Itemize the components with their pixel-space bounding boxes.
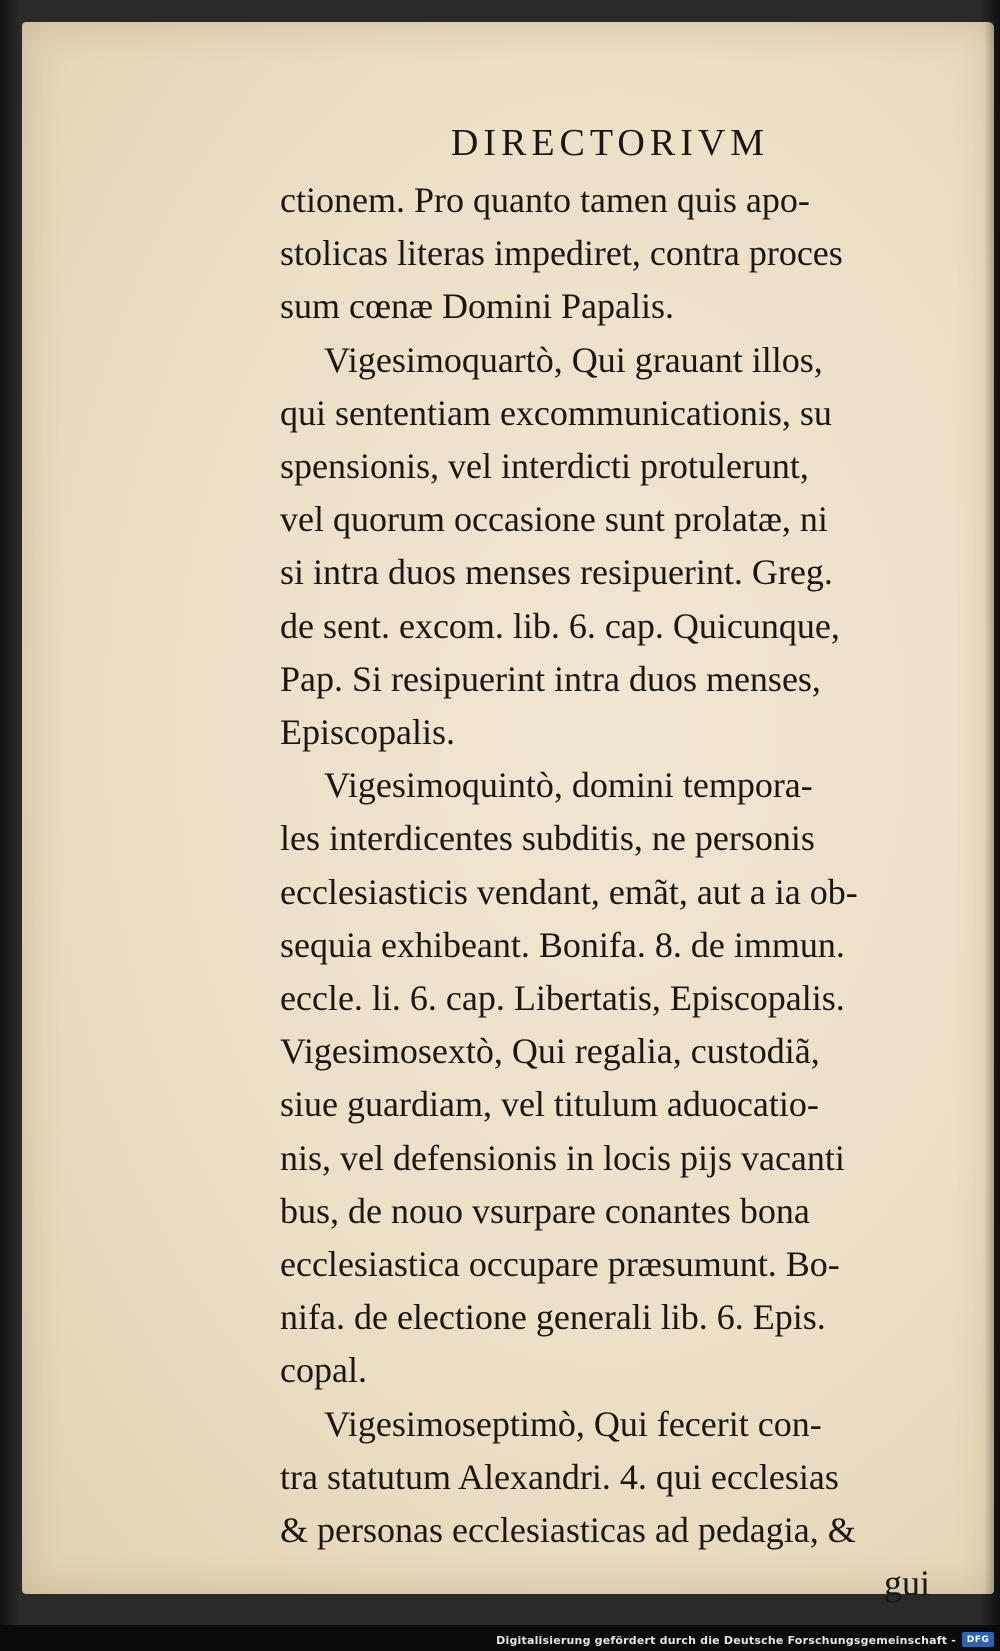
page-text-block	[280, 118, 940, 1610]
running-head: DIRECTORIVM	[450, 122, 770, 164]
text-line: bus, de nouo vsurpare conantes bona	[280, 1190, 810, 1231]
funding-credit: Digitalisierung gefördert durch die Deutsche Forschungsgemeinschaft -	[496, 1634, 956, 1647]
text-line: vel quorum occasione sunt prolatæ, ni	[280, 499, 828, 540]
text-line: Episcopalis.	[280, 712, 455, 753]
text-line: si intra duos menses resipuerint. Greg.	[280, 552, 833, 593]
text-line: sequia exhibeant. Bonifa. 8. de immun.	[280, 924, 845, 965]
text-line: stolicas literas impediret, contra proces	[280, 233, 843, 274]
catchword: gui	[883, 1563, 930, 1604]
text-line: les interdicentes subditis, ne personis	[280, 818, 815, 859]
text-line: ecclesiastica occupare præsumunt. Bo-	[280, 1244, 840, 1285]
footer-bar	[0, 1625, 1000, 1651]
text-line: Vigesimoquartò, Qui grauant illos,	[324, 339, 823, 380]
text-line: siue guardiam, vel titulum aduocatio-	[280, 1084, 819, 1125]
text-line: Vigesimoquintò, domini tempora-	[324, 765, 813, 806]
dfg-logo-icon	[962, 1632, 994, 1647]
text-line: nifa. de electione generali lib. 6. Epis.	[280, 1297, 826, 1338]
text-line: eccle. li. 6. cap. Libertatis, Episcopalis.	[280, 978, 845, 1019]
text-line: copal.	[280, 1350, 367, 1391]
text-line: qui sententiam excommunicationis, su	[280, 392, 832, 433]
text-line: & personas ecclesiasticas ad pedagia, &	[280, 1510, 856, 1551]
text-line: Vigesimosextò, Qui regalia, custodiã,	[280, 1031, 820, 1072]
text-line: ecclesiasticis vendant, emãt, aut a ia ob-	[280, 871, 858, 912]
text-line: Vigesimoseptimò, Qui fecerit con-	[324, 1403, 822, 1444]
text-line: tra statutum Alexandri. 4. qui ecclesias	[280, 1456, 839, 1497]
text-line: ctionem. Pro quanto tamen quis apo-	[280, 180, 810, 220]
dfg-logo-text: DFG	[966, 1634, 990, 1645]
text-line: spensionis, vel interdicti protulerunt,	[280, 446, 809, 487]
text-line: de sent. excom. lib. 6. cap. Quicunque,	[280, 605, 840, 646]
page-edge-shadow	[984, 22, 994, 1594]
text-line: nis, vel defensionis in locis pijs vacanti	[280, 1137, 845, 1178]
text-line: sum cœnæ Domini Papalis.	[280, 286, 674, 327]
text-line: Pap. Si resipuerint intra duos menses,	[280, 658, 821, 699]
